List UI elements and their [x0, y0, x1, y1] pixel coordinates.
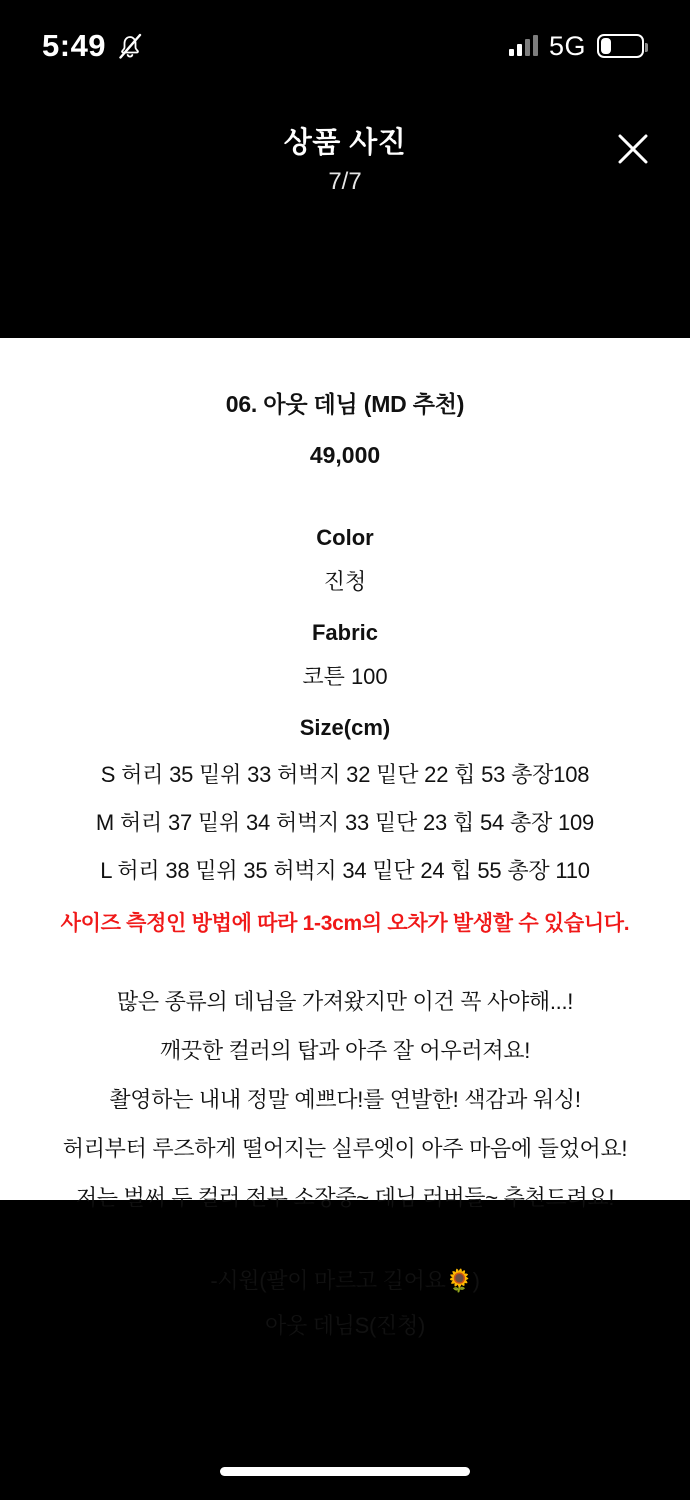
review-line-5: 저는 벌써 두 컬러 전부 소장중~ 데님 러버들~ 추천드려요! — [75, 1185, 615, 1210]
home-indicator[interactable] — [220, 1467, 470, 1476]
cellular-signal-icon — [509, 36, 538, 56]
product-spec-list — [18, 525, 672, 937]
product-title: 06. 아웃 데님 (MD 추천) — [225, 391, 465, 417]
product-detail-image[interactable] — [0, 338, 690, 1338]
spec-value-fabric: 코튼 100 — [302, 664, 388, 689]
network-type-label: 5G — [548, 30, 586, 61]
product-review-text — [18, 985, 672, 1212]
status-bar — [0, 0, 690, 92]
reviewer-name: -시원(팔이 마르고 길어요🌻) — [210, 1268, 480, 1293]
photo-counter: 7/7 — [328, 168, 362, 195]
close-icon — [615, 131, 651, 167]
status-bar-left — [42, 28, 144, 64]
size-row-l: L 허리 38 밑위 35 허벅지 34 밑단 24 힙 55 총장 110 — [100, 858, 590, 883]
status-bar-right — [509, 31, 644, 62]
size-row-s: S 허리 35 밑위 33 허벅지 32 밑단 22 힙 53 총장108 — [100, 762, 590, 787]
spec-label-color: Color — [316, 525, 374, 550]
photo-viewer-header — [0, 92, 690, 202]
battery-icon — [597, 34, 644, 58]
spec-label-size: Size(cm) — [299, 715, 391, 740]
bell-muted-icon — [116, 31, 144, 61]
review-line-2: 깨끗한 컬러의 탑과 아주 잘 어우러져요! — [159, 1038, 531, 1063]
size-row-m: M 허리 37 밑위 34 허벅지 33 밑단 23 힙 54 총장 109 — [95, 810, 595, 835]
close-button[interactable] — [606, 122, 660, 176]
size-measurement-warning: 사이즈 측정인 방법에 따라 1-3cm의 오차가 발생할 수 있습니다. — [60, 912, 630, 935]
review-line-4: 허리부터 루즈하게 떨어지는 실루엣이 아주 마음에 들었어요! — [62, 1136, 628, 1161]
page-title: 상품 사진 — [283, 127, 407, 159]
product-price: 49,000 — [309, 442, 381, 468]
reviewer-item: 아웃 데님S(진청) — [265, 1313, 425, 1338]
review-line-3: 촬영하는 내내 정말 예쁘다!를 연발한! 색감과 워싱! — [109, 1087, 581, 1112]
status-time: 5:49 — [42, 28, 107, 63]
spec-value-color: 진청 — [323, 569, 367, 594]
review-line-1: 많은 종류의 데님을 가져왔지만 이건 꼭 사야해...! — [116, 989, 574, 1014]
reviewer-signature — [18, 1264, 672, 1340]
spec-label-fabric: Fabric — [311, 620, 379, 645]
